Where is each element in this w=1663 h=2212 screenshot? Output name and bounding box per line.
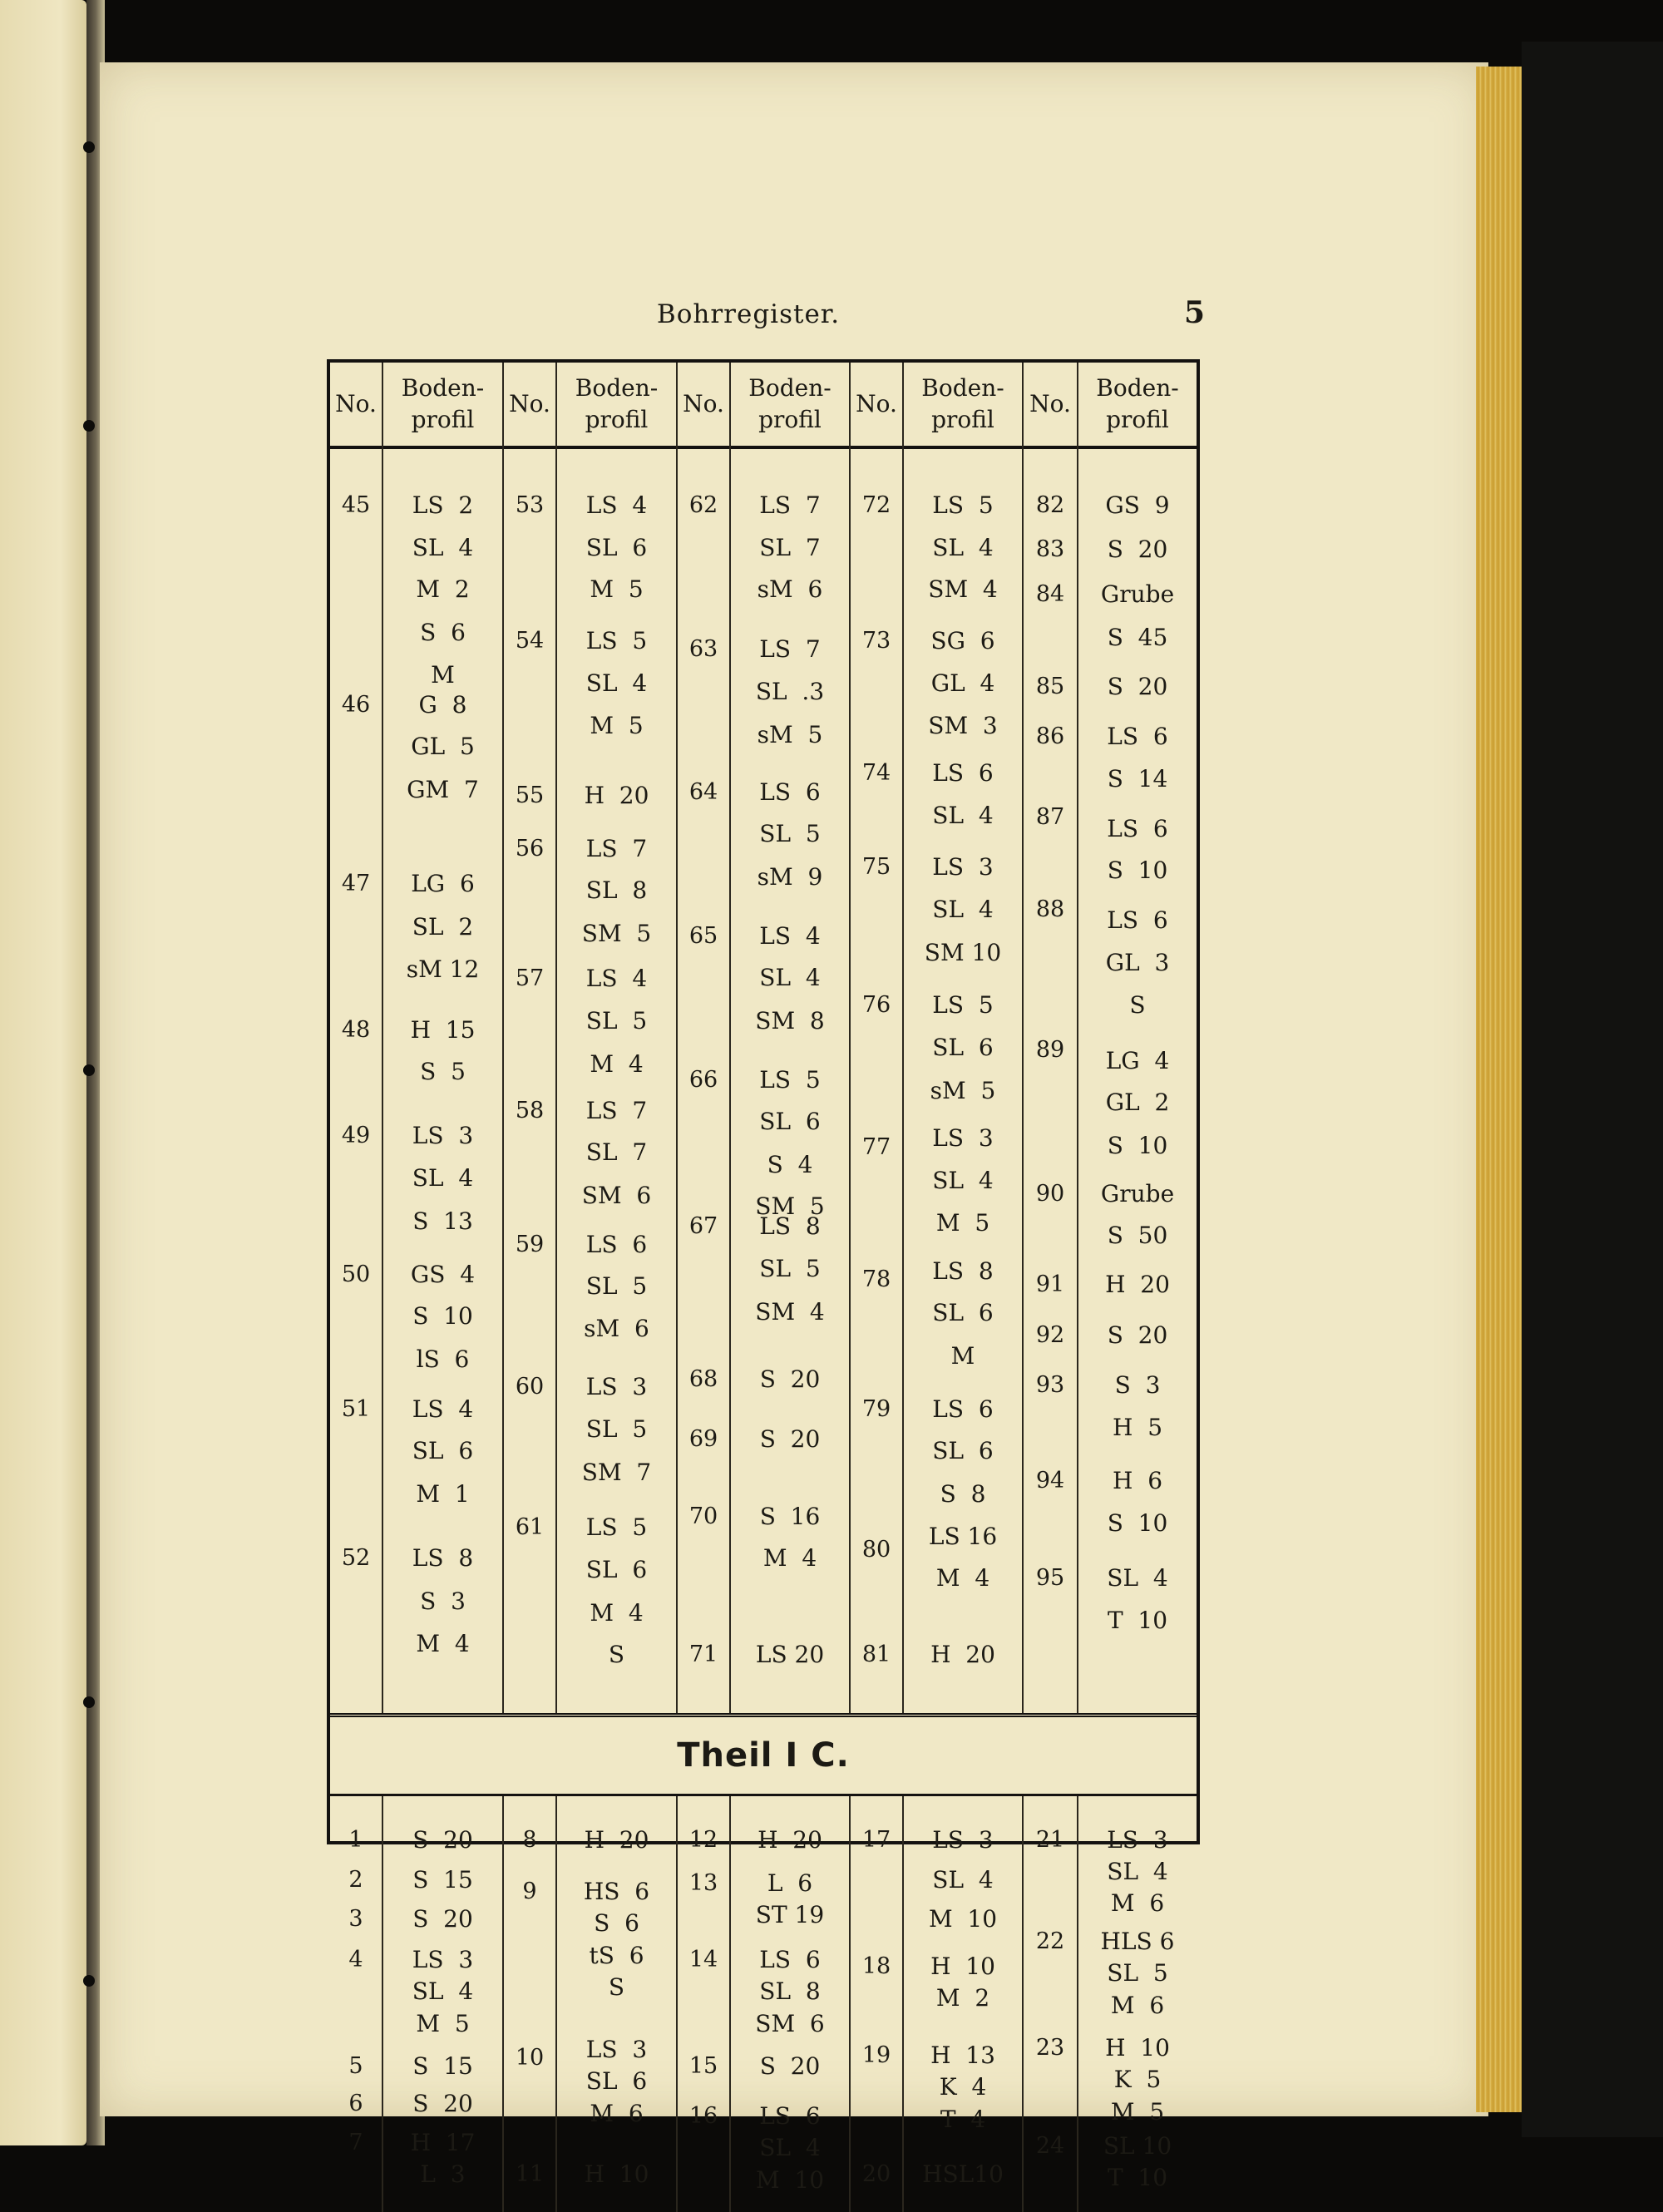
- soil-profile-entry: M 5: [935, 1209, 990, 1237]
- bore-number: 86: [1035, 723, 1065, 750]
- bore-number: 3: [348, 1906, 363, 1932]
- bore-number: 59: [515, 1231, 545, 1257]
- binding-hole: [83, 1696, 95, 1708]
- bore-number: 67: [688, 1213, 718, 1240]
- bore-number: 9: [522, 1879, 537, 1904]
- soil-profile-entry: M 4: [416, 1629, 470, 1657]
- soil-profile-entry: GL 2: [1105, 1089, 1170, 1117]
- soil-profile-entry: LS 5: [585, 626, 648, 654]
- section-title: Theil I C.: [677, 1736, 850, 1775]
- facing-page-edge: [0, 0, 86, 2145]
- soil-profile-entry: SL 5: [585, 1415, 648, 1443]
- bore-number: 10: [515, 2045, 545, 2071]
- soil-profile-entry: M 4: [762, 1544, 817, 1573]
- gilt-page-edges: [1476, 67, 1522, 2112]
- profile-column: [1078, 446, 1197, 1713]
- book-cover: [1522, 42, 1663, 2137]
- soil-profile-entry: S 20: [412, 2090, 473, 2117]
- soil-profile-entry: HLS 6: [1100, 1928, 1175, 1955]
- bore-number: 45: [341, 492, 371, 519]
- soil-profile-entry: S 8: [940, 1480, 986, 1508]
- soil-profile-entry: S: [608, 1641, 625, 1669]
- header-no: No.: [1024, 363, 1078, 446]
- bore-number: 78: [861, 1266, 891, 1293]
- soil-profile-entry: T 10: [1107, 2164, 1168, 2191]
- bore-number: 71: [688, 1642, 718, 1668]
- bore-number: 88: [1035, 896, 1065, 922]
- bore-number: 53: [515, 492, 545, 519]
- soil-profile-entry: SL 4: [585, 669, 648, 698]
- soil-profile-entry: GS 9: [1105, 491, 1170, 520]
- soil-profile-entry: LS 5: [932, 491, 994, 520]
- bore-number: 49: [341, 1123, 371, 1149]
- bore-number: 58: [515, 1097, 545, 1123]
- soil-profile-entry: M 4: [935, 1564, 990, 1592]
- binding-hole: [83, 141, 95, 153]
- soil-profile-entry: SL 7: [585, 1138, 648, 1167]
- bore-number: 19: [861, 2042, 891, 2068]
- bore-number: 50: [341, 1261, 371, 1287]
- soil-profile-entry: ST 19: [755, 1901, 825, 1928]
- soil-profile-entry: H 10: [1105, 2034, 1170, 2061]
- soil-profile-entry: SL 6: [932, 1437, 994, 1465]
- bore-number: 64: [688, 778, 718, 805]
- number-column: [504, 1796, 557, 2212]
- soil-profile-entry: sM 5: [930, 1076, 996, 1104]
- table-header-row: [330, 363, 1197, 449]
- section-band: [330, 1713, 1197, 1796]
- bore-number: 21: [1035, 1827, 1065, 1853]
- soil-profile-entry: Grube: [1100, 1179, 1175, 1207]
- soil-profile-entry: H 10: [584, 2160, 649, 2188]
- soil-profile-entry: M 2: [935, 1984, 990, 2012]
- bore-number: 60: [515, 1374, 545, 1400]
- soil-profile-entry: lS 6: [416, 1345, 470, 1373]
- soil-profile-entry: H 20: [757, 1826, 822, 1854]
- soil-profile-entry: M 5: [416, 2010, 470, 2037]
- soil-profile-entry: LS 7: [759, 491, 821, 520]
- soil-profile-entry: M 5: [1110, 2098, 1165, 2126]
- soil-profile-entry: sM 6: [757, 575, 823, 604]
- bore-number: 47: [341, 871, 371, 897]
- bore-number: 74: [861, 760, 891, 787]
- bore-number: 23: [1035, 2035, 1065, 2061]
- bore-number: 20: [861, 2161, 891, 2187]
- soil-profile-entry: SL 4: [932, 1166, 994, 1194]
- soil-profile-entry: LS 7: [585, 834, 648, 862]
- soil-profile-entry: S 6: [420, 619, 466, 647]
- soil-profile-entry: SL 4: [412, 533, 474, 561]
- soil-profile-entry: M 6: [1110, 1992, 1165, 2019]
- bore-number: 63: [688, 636, 718, 663]
- number-column: [851, 446, 904, 1713]
- number-column: [678, 1796, 731, 2212]
- bore-register-table: [327, 359, 1200, 2194]
- bore-number: 57: [515, 965, 545, 992]
- bore-number: 54: [515, 627, 545, 654]
- soil-profile-entry: LS 5: [932, 991, 994, 1020]
- soil-profile-entry: S 20: [412, 1826, 473, 1854]
- bore-number: 12: [688, 1827, 718, 1853]
- soil-profile-entry: LS 5: [759, 1065, 821, 1094]
- bore-number: 75: [861, 854, 891, 881]
- soil-profile-entry: M: [431, 660, 455, 689]
- soil-profile-entry: SL 10: [1103, 2132, 1172, 2160]
- number-column: [851, 1796, 904, 2212]
- profile-column: [383, 1796, 504, 2212]
- bore-number: 51: [341, 1395, 371, 1422]
- bore-number: 84: [1035, 580, 1065, 607]
- bore-number: 95: [1035, 1565, 1065, 1592]
- soil-profile-entry: SL 8: [759, 1977, 821, 2005]
- soil-profile-entry: HSL10: [922, 2160, 1004, 2188]
- soil-profile-entry: LS 4: [412, 1395, 474, 1423]
- soil-profile-entry: LS 6: [932, 759, 994, 788]
- soil-profile-entry: LS 6: [759, 1946, 821, 1973]
- soil-profile-entry: S 20: [1107, 536, 1168, 564]
- bore-number: 55: [515, 782, 545, 808]
- soil-profile-entry: LS 5: [585, 1513, 648, 1542]
- soil-profile-entry: SL 7: [759, 533, 821, 561]
- soil-profile-entry: GM 7: [407, 776, 479, 804]
- bore-number: 77: [861, 1133, 891, 1160]
- bore-number: 65: [688, 922, 718, 949]
- bore-number: 14: [688, 1947, 718, 1973]
- bore-number: 89: [1035, 1036, 1065, 1063]
- bore-number: 22: [1035, 1928, 1065, 1954]
- soil-profile-entry: SL 5: [759, 820, 821, 848]
- soil-profile-entry: S: [1129, 991, 1146, 1020]
- soil-profile-entry: SL 6: [412, 1437, 474, 1465]
- soil-profile-entry: M: [950, 1342, 975, 1370]
- binding-hole: [83, 420, 95, 432]
- soil-profile-entry: SL 4: [412, 1163, 474, 1192]
- soil-profile-entry: M 5: [590, 711, 644, 739]
- soil-profile-entry: LS 4: [759, 921, 821, 950]
- soil-profile-entry: LS 3: [585, 1373, 648, 1401]
- bore-number: 24: [1035, 2133, 1065, 2159]
- soil-profile-entry: S: [608, 1973, 625, 2001]
- running-head: Bohrregister.: [656, 299, 841, 329]
- bore-number: 16: [688, 2103, 718, 2129]
- soil-profile-entry: SL 2: [412, 912, 474, 941]
- soil-profile-entry: S 4: [767, 1150, 813, 1178]
- soil-profile-entry: S 10: [412, 1302, 473, 1331]
- soil-profile-entry: LS 3: [585, 2036, 648, 2063]
- soil-profile-entry: SL 4: [759, 2134, 821, 2161]
- soil-profile-entry: sM 9: [757, 863, 823, 891]
- soil-profile-entry: GL 5: [411, 733, 475, 761]
- bore-number: 48: [341, 1016, 371, 1043]
- profile-column: [904, 446, 1024, 1713]
- bore-number: 79: [861, 1395, 891, 1422]
- soil-profile-entry: SL 4: [932, 1866, 994, 1894]
- bore-number: 73: [861, 627, 891, 654]
- soil-profile-entry: S 6: [594, 1909, 639, 1937]
- bore-number: 52: [341, 1545, 371, 1572]
- header-profile: Boden- profil: [1096, 374, 1179, 433]
- bore-number: 46: [341, 691, 371, 718]
- soil-profile-entry: GL 4: [930, 669, 995, 698]
- soil-profile-entry: M 4: [590, 1598, 644, 1627]
- soil-profile-entry: S 10: [1107, 1508, 1168, 1537]
- soil-profile-entry: LG 4: [1105, 1046, 1170, 1074]
- soil-profile-entry: S 14: [1107, 764, 1168, 792]
- soil-profile-entry: S 20: [759, 1365, 821, 1393]
- soil-profile-entry: SL 6: [585, 2067, 648, 2095]
- bore-number: 4: [348, 1947, 363, 1973]
- profile-column: [904, 1796, 1024, 2212]
- soil-profile-entry: tS 6: [589, 1942, 644, 1969]
- soil-profile-entry: S 20: [1107, 1321, 1168, 1349]
- bore-number: 87: [1035, 804, 1065, 831]
- soil-profile-entry: SM 4: [928, 575, 998, 604]
- soil-profile-entry: H 20: [584, 781, 649, 809]
- profile-column: [383, 446, 504, 1713]
- soil-profile-entry: SL 5: [1107, 1959, 1168, 1987]
- header-no: No.: [678, 363, 731, 446]
- soil-profile-entry: LS 8: [759, 1212, 821, 1241]
- soil-profile-entry: SL 4: [1107, 1564, 1168, 1592]
- bore-number: 93: [1035, 1371, 1065, 1398]
- soil-profile-entry: LS 4: [585, 491, 648, 520]
- soil-profile-entry: LS 3: [412, 1946, 474, 1973]
- number-column: [1024, 1796, 1078, 2212]
- soil-profile-entry: LS 6: [759, 2102, 821, 2130]
- soil-profile-entry: M 4: [590, 1049, 644, 1078]
- bore-number: 83: [1035, 536, 1065, 563]
- soil-profile-entry: HS 6: [583, 1878, 650, 1905]
- soil-profile-entry: M 6: [590, 2100, 644, 2127]
- soil-profile-entry: K 5: [1113, 2066, 1162, 2093]
- bore-number: 18: [861, 1953, 891, 1979]
- soil-profile-entry: SL 8: [585, 876, 648, 905]
- soil-profile-entry: SM 7: [581, 1458, 652, 1486]
- profile-column: [557, 446, 678, 1713]
- soil-profile-entry: LS 3: [932, 1124, 994, 1152]
- soil-profile-entry: H 13: [930, 2042, 995, 2069]
- soil-profile-entry: SM 4: [755, 1297, 825, 1326]
- soil-profile-entry: G 8: [418, 690, 467, 718]
- soil-profile-entry: H 6: [1112, 1467, 1163, 1495]
- profile-column: [731, 446, 851, 1713]
- soil-profile-entry: L 3: [420, 2160, 466, 2188]
- page-number: 5: [1184, 295, 1206, 330]
- soil-profile-entry: SL 4: [932, 895, 994, 923]
- soil-profile-entry: SM 5: [755, 1192, 825, 1221]
- soil-profile-entry: SL 6: [585, 533, 648, 561]
- bore-number: 70: [688, 1503, 718, 1529]
- soil-profile-entry: sM 6: [584, 1314, 649, 1342]
- number-column: [504, 446, 557, 1713]
- soil-profile-entry: SM 8: [755, 1007, 825, 1035]
- soil-profile-entry: S 20: [759, 2052, 821, 2080]
- soil-profile-entry: LS 7: [759, 635, 821, 664]
- soil-profile-entry: LS 6: [585, 1230, 648, 1258]
- soil-profile-entry: M 10: [928, 1905, 998, 1933]
- number-column: [330, 1796, 383, 2212]
- soil-profile-entry: M 6: [1110, 1889, 1165, 1917]
- bore-number: 61: [515, 1514, 545, 1541]
- soil-profile-entry: LS 3: [932, 1826, 994, 1854]
- soil-profile-entry: SL 4: [759, 964, 821, 992]
- soil-profile-entry: LS 8: [412, 1544, 474, 1573]
- soil-profile-entry: M 5: [590, 575, 644, 604]
- soil-profile-entry: SL 4: [932, 801, 994, 829]
- bore-number: 6: [348, 2091, 363, 2116]
- number-column: [330, 446, 383, 1713]
- header-profile: Boden- profil: [904, 363, 1024, 446]
- profile-column: [731, 1796, 851, 2212]
- soil-profile-entry: S 20: [412, 1905, 473, 1933]
- soil-profile-entry: SL 6: [585, 1555, 648, 1583]
- bore-number: 81: [861, 1642, 891, 1668]
- soil-profile-entry: SL .3: [755, 677, 825, 705]
- soil-profile-entry: LS 3: [1107, 1826, 1168, 1854]
- header-no: No.: [504, 363, 557, 446]
- soil-profile-entry: S 13: [412, 1207, 473, 1235]
- soil-profile-entry: LS 16: [928, 1522, 998, 1550]
- soil-profile-entry: S 20: [1107, 673, 1168, 701]
- soil-profile-entry: S 15: [412, 2052, 473, 2080]
- header-no: No.: [851, 363, 904, 446]
- bore-number: 82: [1035, 492, 1065, 519]
- bore-number: 11: [515, 2161, 545, 2187]
- soil-profile-entry: LS 3: [932, 853, 994, 881]
- soil-profile-entry: SM 10: [924, 938, 1002, 966]
- soil-profile-entry: SG 6: [930, 626, 995, 654]
- soil-profile-entry: LS 3: [412, 1122, 474, 1150]
- bore-number: 8: [522, 1827, 537, 1853]
- soil-profile-entry: SM 5: [581, 919, 652, 947]
- soil-profile-entry: K 4: [939, 2073, 987, 2101]
- soil-profile-entry: H 20: [584, 1826, 649, 1854]
- soil-profile-entry: SL 6: [759, 1108, 821, 1136]
- soil-profile-entry: SL 5: [585, 1272, 648, 1301]
- soil-profile-entry: LS 6: [1107, 906, 1168, 934]
- soil-profile-entry: SL 4: [932, 533, 994, 561]
- soil-profile-entry: LS 6: [1107, 723, 1168, 751]
- bore-number: 91: [1035, 1271, 1065, 1297]
- bore-number: 66: [688, 1066, 718, 1093]
- soil-profile-entry: LS 2: [412, 491, 474, 520]
- header-no: No.: [330, 363, 383, 446]
- soil-profile-entry: SM 6: [581, 1182, 652, 1210]
- soil-profile-entry: SL 4: [1107, 1858, 1168, 1885]
- bore-number: 68: [688, 1365, 718, 1392]
- soil-profile-entry: LG 6: [411, 870, 475, 898]
- header-profile: Boden- profil: [731, 363, 851, 446]
- bore-number: 85: [1035, 674, 1065, 700]
- soil-profile-entry: SL 4: [412, 1977, 474, 2005]
- header-profile: Boden- profil: [557, 363, 678, 446]
- bore-number: 7: [348, 2130, 363, 2155]
- soil-profile-entry: LS 4: [585, 965, 648, 993]
- soil-profile-entry: H 10: [930, 1953, 995, 1980]
- number-column: [678, 446, 731, 1713]
- soil-profile-entry: SL 6: [932, 1299, 994, 1327]
- bore-number: 76: [861, 992, 891, 1019]
- bore-number: 80: [861, 1536, 891, 1563]
- soil-profile-entry: T 4: [940, 2106, 986, 2133]
- bore-number: 2: [348, 1867, 363, 1893]
- binding-hole: [83, 1975, 95, 1987]
- soil-profile-entry: sM 5: [757, 720, 823, 748]
- soil-profile-entry: LS 8: [932, 1257, 994, 1285]
- soil-profile-entry: SM 6: [755, 2010, 825, 2037]
- bore-number: 13: [688, 1870, 718, 1896]
- soil-profile-entry: S 5: [420, 1058, 466, 1086]
- soil-profile-entry: Grube: [1100, 580, 1175, 608]
- soil-profile-entry: SL 5: [759, 1254, 821, 1282]
- bore-number: 1: [348, 1827, 363, 1853]
- binding-hole: [83, 1064, 95, 1076]
- soil-profile-entry: H 20: [1105, 1270, 1170, 1298]
- bore-number: 94: [1035, 1468, 1065, 1494]
- number-column: [1024, 446, 1078, 1713]
- soil-profile-entry: M 2: [416, 575, 470, 604]
- soil-profile-entry: M 10: [755, 2166, 825, 2194]
- profile-column: [1078, 1796, 1197, 2212]
- bore-number: 69: [688, 1425, 718, 1452]
- soil-profile-entry: S 10: [1107, 857, 1168, 885]
- soil-profile-entry: H 20: [930, 1641, 995, 1669]
- register-block-theil-ic: [330, 1796, 1197, 2212]
- soil-profile-entry: S 3: [1114, 1370, 1161, 1399]
- soil-profile-entry: SM 3: [928, 711, 998, 739]
- soil-profile-entry: H 17: [410, 2129, 476, 2156]
- bore-number: 15: [688, 2053, 718, 2079]
- soil-profile-entry: S 16: [759, 1502, 821, 1530]
- soil-profile-entry: S 15: [412, 1866, 473, 1894]
- soil-profile-entry: S 50: [1107, 1222, 1168, 1250]
- register-block-top: [330, 446, 1197, 1713]
- soil-profile-entry: sM 12: [406, 955, 480, 983]
- soil-profile-entry: SL 6: [932, 1033, 994, 1061]
- bore-number: 5: [348, 2053, 363, 2079]
- bore-number: 62: [688, 492, 718, 519]
- soil-profile-entry: H 5: [1112, 1414, 1163, 1442]
- soil-profile-entry: SL 5: [585, 1007, 648, 1035]
- soil-profile-entry: S 3: [420, 1587, 466, 1616]
- bore-number: 90: [1035, 1180, 1065, 1207]
- bore-number: 56: [515, 835, 545, 862]
- soil-profile-entry: GS 4: [410, 1260, 476, 1288]
- soil-profile-entry: S 10: [1107, 1132, 1168, 1160]
- soil-profile-entry: M 1: [416, 1480, 470, 1508]
- bore-number: 92: [1035, 1321, 1065, 1348]
- bore-number: 72: [861, 492, 891, 519]
- soil-profile-entry: LS 6: [1107, 814, 1168, 842]
- soil-profile-entry: L 6: [767, 1869, 813, 1897]
- soil-profile-entry: H 15: [410, 1015, 476, 1044]
- soil-profile-entry: T 10: [1107, 1606, 1168, 1634]
- soil-profile-entry: LS 20: [755, 1641, 825, 1669]
- soil-profile-entry: LS 6: [759, 778, 821, 806]
- profile-column: [557, 1796, 678, 2212]
- soil-profile-entry: S 45: [1107, 623, 1168, 651]
- soil-profile-entry: LS 6: [932, 1395, 994, 1423]
- soil-profile-entry: S 20: [759, 1424, 821, 1453]
- bore-number: 17: [861, 1827, 891, 1853]
- header-profile: Boden- profil: [383, 363, 504, 446]
- soil-profile-entry: GL 3: [1105, 948, 1170, 976]
- soil-profile-entry: LS 7: [585, 1096, 648, 1124]
